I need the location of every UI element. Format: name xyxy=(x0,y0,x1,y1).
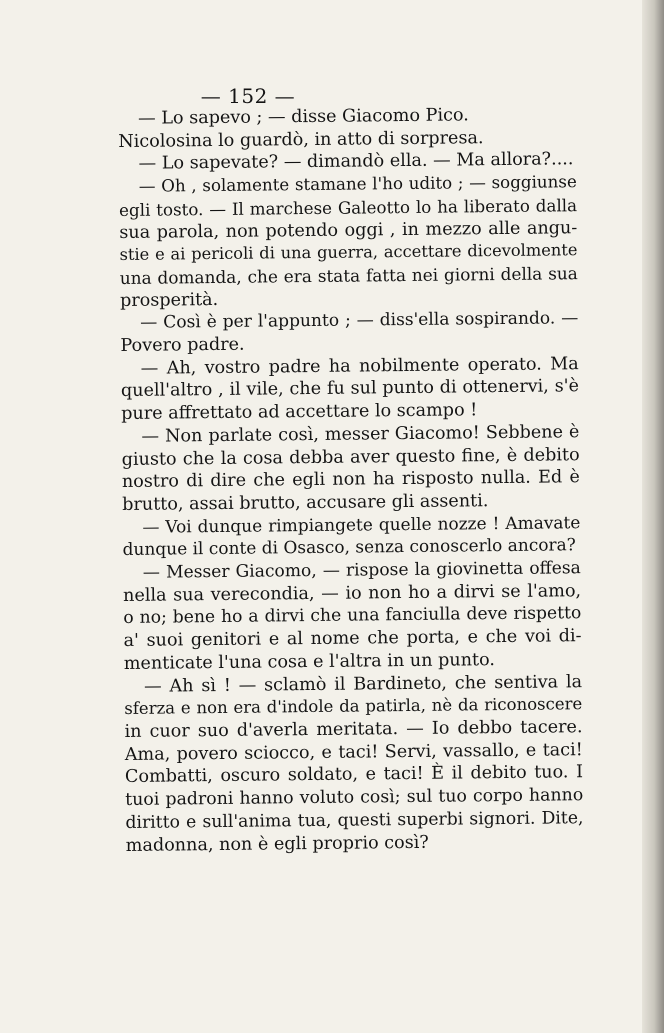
text-line: brutto, assai brutto, accusare gli assenti. xyxy=(122,491,489,515)
text-line: prosperità. xyxy=(119,289,219,311)
text-line: stie e ai pericoli di una guerra, accettare dicevolmente xyxy=(119,240,578,265)
text-line: una domanda, che era stata fatta nei giorni della sua xyxy=(119,263,578,288)
text-line: — Ah sì ! — sclamò il Bardineto, che sentiva la xyxy=(143,671,583,697)
text-line: diritto e sull'anima tua, questi superbi signori. Dite, xyxy=(125,807,584,833)
text-line: giusto che la cosa debba aver questo fine, è debito xyxy=(121,444,580,470)
text-line: — Così è per l'appunto ; — diss'ella sospirando. — xyxy=(140,308,579,334)
text-line: madonna, non è egli proprio così? xyxy=(125,832,429,856)
text-line: a' suoi genitori e al nome che porta, e che voi di- xyxy=(123,626,582,652)
text-line: Nicolosina lo guardò, in atto di sorpresa. xyxy=(118,127,484,152)
text-line: o no; bene ho a dirvi che una fanciulla deve rispetto xyxy=(123,603,582,629)
text-line: Combatti, oscuro soldato, e taci! È il debito tuo. I xyxy=(124,762,584,788)
text-line: — Voi dunque rimpiangete quelle nozze ! Amavate xyxy=(142,512,581,538)
text-line: — Non parlate così, messer Giacomo! Sebbene è xyxy=(141,422,580,447)
text-line: — Messer Giacomo, — rispose la giovinetta offesa xyxy=(142,558,581,583)
text-line: in cuor suo d'averla meritata. — Io debbo tacere. xyxy=(124,717,583,742)
text-line: pure affrettato ad accettare lo scampo ! xyxy=(121,400,478,425)
text-line: egli tosto. — Il marchese Galeotto lo ha liberato dalla xyxy=(118,195,578,220)
text-line: nostro di dire che egli non ha risposto nulla. Ed è xyxy=(121,467,580,493)
body-text xyxy=(118,103,584,857)
page-number: — 152 — xyxy=(200,84,296,108)
text-line: sua parola, non potendo oggi , in mezzo alle angu- xyxy=(119,217,578,243)
page-binding-edge xyxy=(642,0,664,1033)
text-line: Povero padre. xyxy=(120,334,245,357)
text-line: menticate l'una cosa e l'altra in un punto. xyxy=(123,649,496,674)
text-line: sferza e non era d'indole da patirla, nè da riconoscere xyxy=(124,694,583,719)
text-line: quell'altro , il vile, che fu sul punto di ottenervi, s'è xyxy=(120,376,580,402)
text-line: dunque il conte di Osasco, senza conoscerlo ancora? xyxy=(122,535,576,561)
text-line: tuoi padroni hanno voluto così; sul tuo corpo hanno xyxy=(125,785,584,811)
text-line: — Oh , solamente stamane l'ho udito ; — soggiunse xyxy=(138,172,577,196)
text-line: Ama, povero sciocco, e taci! Servi, vassallo, e taci! xyxy=(124,739,583,765)
text-line: nella sua verecondia, — io non ho a dirvi se l'amo, xyxy=(123,580,582,606)
text-line: — Lo sapevate? — dimandò ella. — Ma allora?.... xyxy=(138,149,574,175)
text-line: — Lo sapevo ; — disse Giacomo Pico. xyxy=(138,105,469,129)
text-line: — Ah, vostro padre ha nobilmente operato. Ma xyxy=(140,353,579,379)
